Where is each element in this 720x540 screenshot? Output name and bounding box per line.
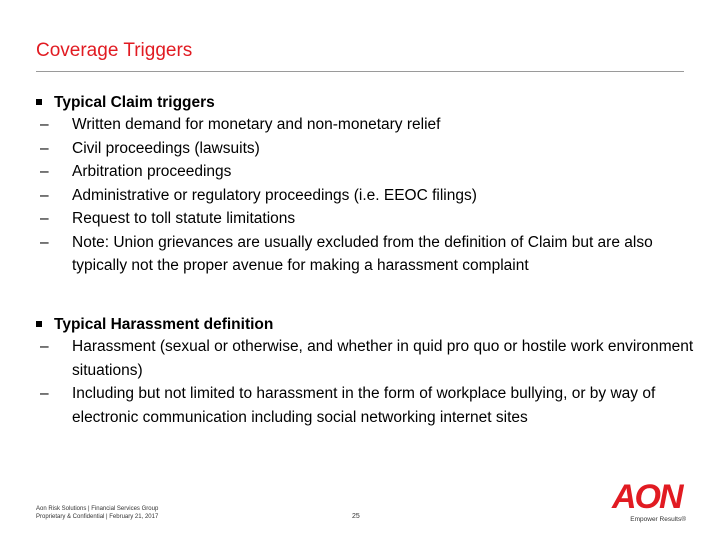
logo-tagline: Empower Results®	[630, 516, 686, 523]
heading-text: Typical Harassment definition	[54, 316, 274, 333]
section-heading	[36, 314, 696, 335]
dash-bullet-icon: –	[40, 385, 49, 402]
square-bullet-icon	[36, 321, 42, 327]
square-bullet-icon	[36, 99, 42, 105]
list-item: – Request to toll statute limitations	[36, 207, 696, 231]
section-harassment-definition	[36, 314, 696, 429]
claim-trigger-list	[36, 113, 696, 278]
title-divider	[36, 71, 684, 72]
footer-info	[36, 505, 158, 521]
list-item: – Written demand for monetary and non-monetary relief	[36, 113, 696, 137]
page-number: 25	[352, 513, 360, 520]
harassment-definition-list	[36, 335, 696, 429]
footer-line-company: Aon Risk Solutions | Financial Services Group	[36, 506, 159, 512]
dash-bullet-icon: –	[40, 210, 49, 227]
dash-bullet-icon: –	[40, 163, 49, 180]
list-item: – Civil proceedings (lawsuits)	[36, 137, 696, 161]
section-heading	[36, 92, 696, 113]
list-item: – Including but not limited to harassment in the form of workplace bullying, or by way of electronic communication including social networking internet sites	[36, 382, 696, 429]
list-item: – Arbitration proceedings	[36, 160, 696, 184]
aon-logo	[612, 480, 692, 524]
list-item: – Note: Union grievances are usually excluded from the definition of Claim but are also typically not the proper avenue for making a harassment complaint	[36, 231, 696, 278]
dash-bullet-icon: –	[40, 116, 49, 133]
list-item: – Administrative or regulatory proceedings (i.e. EEOC filings)	[36, 184, 696, 208]
dash-bullet-icon: –	[40, 139, 49, 157]
dash-bullet-icon: –	[40, 186, 49, 204]
dash-bullet-icon: –	[40, 338, 49, 355]
section-claim-triggers	[36, 92, 696, 278]
list-item: – Harassment (sexual or otherwise, and whether in quid pro quo or hostile work environment situations)	[36, 335, 696, 382]
dash-bullet-icon: –	[40, 233, 49, 251]
heading-text: Typical Claim triggers	[54, 94, 215, 111]
logo-wordmark: AON	[612, 478, 682, 516]
slide-title: Coverage Triggers	[36, 40, 193, 61]
footer-line-date: Proprietary & Confidential | February 21, 2017	[36, 514, 159, 520]
